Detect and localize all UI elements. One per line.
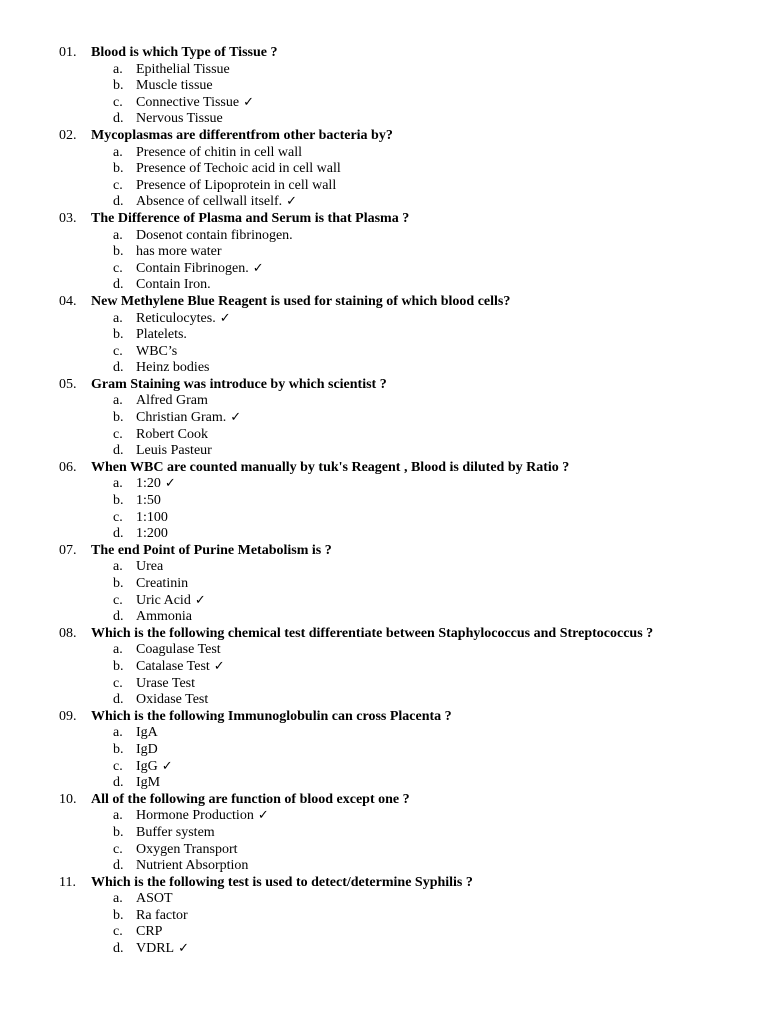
option-text-wrap	[136, 825, 215, 842]
option-letter: a.	[113, 393, 123, 409]
option-text-wrap	[136, 393, 208, 410]
check-mark-icon: ✓	[243, 94, 254, 110]
answer-option	[0, 95, 768, 112]
check-mark-icon: ✓	[252, 260, 264, 276]
option-text: Dosenot contain fibrinogen.	[136, 227, 293, 243]
option-letter: b.	[113, 741, 124, 757]
option-text-wrap	[136, 676, 195, 693]
option-text-wrap	[136, 145, 302, 162]
option-text-wrap	[136, 858, 248, 875]
question-number: 11.	[59, 874, 76, 890]
option-text: WBC’s	[136, 343, 178, 359]
answer-option	[0, 427, 768, 444]
option-letter: a.	[113, 61, 123, 77]
question-number: 02.	[59, 127, 77, 143]
option-letter: c.	[113, 94, 123, 110]
option-text-wrap	[136, 277, 211, 294]
option-text: 1:200	[136, 526, 168, 542]
answer-option	[0, 858, 768, 875]
option-text: Alfred Gram	[136, 393, 208, 409]
check-mark-icon: ✓	[219, 310, 231, 326]
option-letter: d.	[113, 526, 124, 542]
option-text: 1:100	[136, 509, 168, 525]
question-text: All of the following are function of blood except one ?	[91, 791, 410, 807]
answer-option	[0, 62, 768, 79]
option-text-wrap	[136, 476, 176, 493]
answer-option	[0, 609, 768, 626]
option-text: IgG	[136, 758, 158, 774]
option-letter: a.	[113, 310, 123, 326]
answer-option	[0, 410, 768, 427]
option-text: CRP	[136, 924, 163, 940]
option-text: Nervous Tissue	[136, 111, 223, 127]
option-text-wrap	[136, 593, 206, 610]
option-letter: c.	[113, 177, 123, 193]
option-letter: a.	[113, 725, 123, 741]
option-letter: c.	[113, 592, 123, 608]
option-letter: b.	[113, 78, 124, 94]
answer-option	[0, 924, 768, 941]
option-text: Coagulase Test	[136, 642, 221, 658]
answer-option	[0, 642, 768, 659]
answer-option	[0, 808, 768, 825]
option-text-wrap	[136, 759, 173, 776]
answer-option	[0, 327, 768, 344]
option-text: Presence of chitin in cell wall	[136, 144, 302, 160]
check-mark-icon: ✓	[178, 941, 190, 957]
option-text-wrap	[136, 327, 187, 344]
answer-option	[0, 775, 768, 792]
option-letter: c.	[113, 509, 123, 525]
option-letter: a.	[113, 559, 123, 575]
option-text-wrap	[136, 559, 163, 576]
option-text: Oxygen Transport	[136, 841, 238, 857]
option-text: IgD	[136, 741, 158, 757]
question-item	[0, 460, 768, 543]
answer-option	[0, 526, 768, 543]
answer-option	[0, 510, 768, 527]
option-letter: b.	[113, 824, 124, 840]
option-letter: d.	[113, 443, 124, 459]
option-letter: b.	[113, 658, 124, 674]
question-row	[0, 294, 768, 311]
answer-option	[0, 659, 768, 676]
check-mark-icon: ✓	[161, 758, 173, 774]
option-text: Urea	[136, 559, 164, 575]
option-letter: a.	[113, 144, 123, 160]
question-text: The Difference of Plasma and Serum is that Plasma ?	[91, 210, 410, 226]
option-letter: a.	[113, 642, 123, 658]
answer-option	[0, 111, 768, 128]
answer-option	[0, 941, 768, 958]
option-text-wrap	[136, 493, 161, 510]
answer-option	[0, 360, 768, 377]
question-number: 10.	[59, 791, 77, 807]
question-row	[0, 543, 768, 560]
answer-option	[0, 725, 768, 742]
option-text-wrap	[136, 842, 238, 859]
answer-option	[0, 476, 768, 493]
option-text: Heinz bodies	[136, 360, 210, 376]
check-mark-icon: ✓	[286, 194, 298, 210]
option-letter: d.	[113, 194, 124, 210]
question-number: 06.	[59, 459, 77, 475]
option-letter: d.	[113, 858, 124, 874]
option-letter: d.	[113, 111, 124, 127]
question-row	[0, 709, 768, 726]
option-text-wrap	[136, 344, 177, 361]
option-letter: b.	[113, 410, 124, 426]
option-text: Reticulocytes.	[136, 310, 216, 326]
option-text-wrap	[136, 62, 230, 79]
option-text: has more water	[136, 244, 222, 260]
question-text: New Methylene Blue Reagent is used for staining of which blood cells?	[91, 293, 511, 309]
option-letter: d.	[113, 277, 124, 293]
answer-option	[0, 277, 768, 294]
answer-option	[0, 393, 768, 410]
option-text-wrap	[136, 427, 208, 444]
question-number: 08.	[59, 625, 77, 641]
option-text-wrap	[136, 609, 192, 626]
option-text: 1:50	[136, 493, 161, 509]
question-number: 03.	[59, 210, 77, 226]
option-text: Ra factor	[136, 907, 188, 923]
question-item	[0, 543, 768, 626]
question-list	[0, 45, 768, 958]
option-text: Oxidase Test	[136, 692, 209, 708]
question-item	[0, 128, 768, 211]
option-letter: a.	[113, 476, 123, 492]
question-item	[0, 709, 768, 792]
option-text-wrap	[136, 443, 212, 460]
question-text: Mycoplasmas are differentfrom other bacteria by?	[91, 127, 393, 143]
option-letter: c.	[113, 426, 123, 442]
question-text: The end Point of Purine Metabolism is ?	[91, 542, 332, 558]
question-number: 01.	[59, 45, 77, 60]
option-letter: b.	[113, 576, 124, 591]
option-text: 1:20	[136, 476, 161, 492]
option-letter: b.	[113, 907, 124, 923]
check-mark-icon: ✓	[194, 592, 206, 608]
option-text: Presence of Techoic acid in cell wall	[136, 161, 341, 177]
option-text-wrap	[136, 642, 221, 659]
question-item	[0, 211, 768, 294]
option-text-wrap	[136, 111, 223, 128]
answer-option	[0, 692, 768, 709]
option-letter: a.	[113, 227, 123, 243]
option-text-wrap	[136, 410, 241, 427]
answer-option	[0, 842, 768, 859]
option-text-wrap	[136, 941, 189, 958]
option-text: Contain Iron.	[136, 277, 211, 293]
question-item	[0, 45, 768, 128]
option-text-wrap	[136, 908, 188, 925]
question-row	[0, 460, 768, 477]
question-text: When WBC are counted manually by tuk's Reagent , Blood is diluted by Ratio ?	[91, 459, 570, 475]
option-text: Christian Gram.	[136, 410, 227, 426]
option-text-wrap	[136, 178, 336, 195]
question-item	[0, 294, 768, 377]
option-letter: b.	[113, 161, 124, 177]
option-letter: c.	[113, 841, 123, 857]
answer-option	[0, 825, 768, 842]
answer-option	[0, 344, 768, 361]
option-text-wrap	[136, 311, 231, 328]
answer-option	[0, 593, 768, 610]
check-mark-icon: ✓	[230, 410, 242, 426]
option-letter: c.	[113, 675, 123, 691]
answer-option	[0, 244, 768, 261]
option-text: Ammonia	[136, 609, 192, 625]
option-letter: d.	[113, 609, 124, 625]
option-text: Platelets.	[136, 327, 187, 343]
answer-option	[0, 311, 768, 328]
answer-option	[0, 559, 768, 576]
question-number: 04.	[59, 293, 77, 309]
answer-option	[0, 178, 768, 195]
option-letter: b.	[113, 493, 124, 509]
question-text: Gram Staining was introduce by which scientist ?	[91, 376, 387, 392]
option-letter: c.	[113, 343, 123, 359]
question-row	[0, 45, 768, 62]
option-letter: a.	[113, 891, 123, 907]
question-row	[0, 211, 768, 228]
option-text: VDRL	[136, 941, 175, 957]
answer-option	[0, 261, 768, 278]
option-letter: d.	[113, 360, 124, 376]
option-text: Hormone Production	[136, 808, 254, 824]
option-text: Leuis Pasteur	[136, 443, 212, 459]
option-text: Epithelial Tissue	[136, 61, 230, 77]
option-text-wrap	[136, 808, 269, 825]
option-text-wrap	[136, 95, 254, 112]
question-text: Which is the following test is used to detect/determine Syphilis ?	[91, 874, 473, 890]
question-number: 09.	[59, 708, 77, 724]
option-text-wrap	[136, 510, 168, 527]
option-text-wrap	[136, 360, 209, 377]
question-row	[0, 377, 768, 394]
question-text: Blood is which Type of Tissue ?	[91, 45, 278, 60]
option-text-wrap	[136, 692, 208, 709]
answer-option	[0, 576, 768, 593]
answer-option	[0, 443, 768, 460]
option-letter: c.	[113, 924, 123, 940]
option-text: IgA	[136, 725, 158, 741]
option-text-wrap	[136, 228, 293, 245]
option-text-wrap	[136, 775, 160, 792]
option-text: Catalase Test	[136, 658, 210, 674]
option-text: Nutrient Absorption	[136, 858, 249, 874]
question-number: 05.	[59, 376, 77, 392]
check-mark-icon: ✓	[257, 808, 269, 824]
option-letter: b.	[113, 244, 124, 260]
answer-option	[0, 161, 768, 178]
option-text-wrap	[136, 725, 158, 742]
option-letter: a.	[113, 808, 123, 824]
option-text-wrap	[136, 78, 213, 95]
option-text: Presence of Lipoprotein in cell wall	[136, 177, 337, 193]
option-text-wrap	[136, 891, 173, 908]
question-row	[0, 875, 768, 892]
question-item	[0, 626, 768, 709]
question-item	[0, 377, 768, 460]
option-text-wrap	[136, 576, 188, 593]
option-letter: d.	[113, 775, 124, 791]
answer-option	[0, 891, 768, 908]
answer-option	[0, 742, 768, 759]
option-text-wrap	[136, 261, 264, 278]
answer-option	[0, 759, 768, 776]
option-letter: d.	[113, 941, 124, 957]
question-row	[0, 792, 768, 809]
option-text-wrap	[136, 161, 341, 178]
option-text-wrap	[136, 244, 222, 261]
answer-option	[0, 194, 768, 211]
question-row	[0, 626, 768, 643]
option-text-wrap	[136, 742, 158, 759]
answer-option	[0, 908, 768, 925]
option-text: Uric Acid	[136, 592, 191, 608]
answer-option	[0, 676, 768, 693]
answer-option	[0, 228, 768, 245]
question-text: Which is the following chemical test differentiate between Staphylococcus and Streptococcus ?	[91, 625, 654, 641]
answer-option	[0, 78, 768, 95]
option-text: Muscle tissue	[136, 78, 213, 94]
option-text-wrap	[136, 924, 162, 941]
option-text-wrap	[136, 526, 168, 543]
option-text: ASOT	[136, 891, 173, 907]
answer-option	[0, 145, 768, 162]
option-text: Contain Fibrinogen.	[136, 260, 249, 276]
option-text-wrap	[136, 659, 225, 676]
option-text: IgM	[136, 775, 161, 791]
check-mark-icon: ✓	[164, 476, 176, 492]
question-item	[0, 792, 768, 875]
question-number: 07.	[59, 542, 77, 558]
question-item	[0, 875, 768, 958]
option-text: Urase Test	[136, 675, 196, 691]
option-text: Absence of cellwall itself.	[136, 194, 283, 210]
option-letter: b.	[113, 327, 124, 343]
question-text: Which is the following Immunoglobulin can cross Placenta ?	[91, 708, 452, 724]
option-letter: c.	[113, 758, 123, 774]
option-text: Buffer system	[136, 824, 215, 840]
answer-option	[0, 493, 768, 510]
option-letter: d.	[113, 692, 124, 708]
option-text: Creatinin	[136, 576, 189, 591]
option-text: Connective Tissue	[136, 94, 240, 110]
option-text-wrap	[136, 194, 297, 211]
option-letter: c.	[113, 260, 123, 276]
question-row	[0, 128, 768, 145]
check-mark-icon: ✓	[213, 658, 225, 674]
option-text: Robert Cook	[136, 426, 208, 442]
